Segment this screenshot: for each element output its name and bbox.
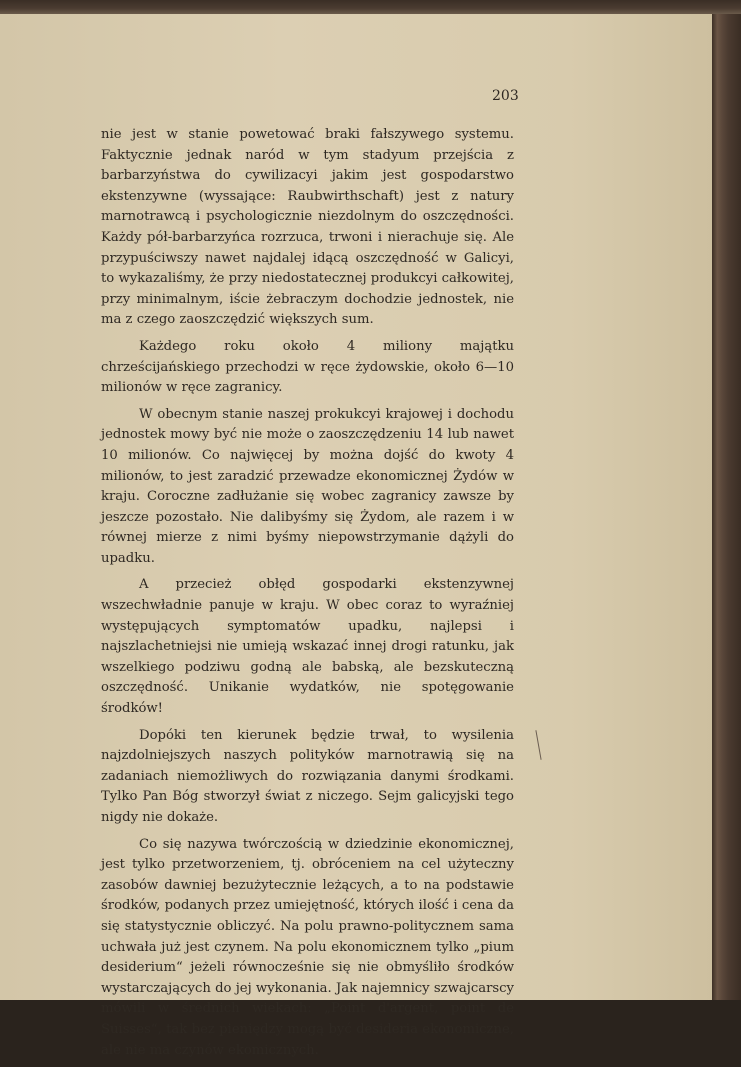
paragraph-6: Co się nazywa twórczością w dziedzinie ekonomicznej, jest tylko przetworzeniem, tj. obróceniem na cel użyteczny zasobów dawniej bezużytecznie leżących, a to na podstawie środków, podanych przez umiejętność, których ilość i cena da się statystycznie obliczyć. Na polu prawno-politycznem sama uchwała już jest czynem. Na polu ekonomicznem tylko „pium desiderium“ jeżeli równocześnie się nie obmyśliło środków wystarczających do jej wykonania. Jak najemnicy szwajcarscy mówili w średnich wiekach: „Point d'argent, point de Suisses“, tak bez pieniędzy mogą być desideria ekonomiczne, ale nie ma czynów ekomicznych. [101, 836, 514, 1058]
page-number: 203 [492, 88, 519, 104]
body-text [101, 125, 514, 1067]
book-spine-edge [712, 0, 741, 1000]
paragraph-3: W obecnym stanie naszej prokukcyi krajowej i dochodu jednostek mowy być nie może o zaoszczędzeniu 14 lub nawet 10 milionów. Co najwięcej by można dojść do kwoty 4 milionów, to jest zaradzić przewadze ekonomicznej Żydów w kraju. Coroczne zadłużanie się wobec zagranicy zawsze by jeszcze pozostało. Nie dalibyśmy się Żydom, ale razem i w równej mierze z nimi byśmy niepowstrzymanie dążyli do upadku. [101, 406, 514, 566]
paragraph-5: Dopóki ten kierunek będzie trwał, to wysilenia najzdolniejszych naszych polityków marnotrawią się na zadaniach niemożliwych do rozwiązania danymi środkami. Tylko Pan Bóg stworzył świat z niczego. Sejm galicyjski tego nigdy nie dokaże. [101, 727, 514, 825]
top-shadow-band [0, 0, 741, 14]
paragraph-1: nie jest w stanie powetować braki fałszywego systemu. Faktycznie jednak naród w tym stadyum przejścia z barbarzyństwa do cywilizacyi jakim jest gospodarstwo ekstenzywne (wyssające: Raubwirthschaft) jest z natury marnotrawcą i psychologicznie niezdolnym do oszczędności. Każdy pół-barbarzyńca rozrzuca, trwoni i nierachuje się. Ale przypuściwszy nawet najdalej idącą oszczędność w Galicyi, to wykazaliśmy, że przy niedostatecznej produkcyi całkowitej, przy minimalnym, iście żebraczym dochodzie jednostek, nie ma z czego zaoszczędzić większych sum. [101, 127, 514, 328]
paragraph-2: Każdego roku około 4 miliony majątku chrześcijańskiego przechodzi w ręce żydowskie, około 6—10 milionów w ręce zagranicy. [101, 338, 514, 396]
paragraph-4: A przecież obłęd gospodarki ekstenzywnej wszechwładnie panuje w kraju. W obec coraz to wyraźniej występujących symptomatów upadku, najlepsi i najszlachetniejsi nie umieją wskazać innej drogi ratunku, jak wszelkiego podziwu godną ale babską, ale bezskuteczną oszczędność. Unikanie wydatków, nie spotęgowanie środków! [101, 577, 514, 717]
